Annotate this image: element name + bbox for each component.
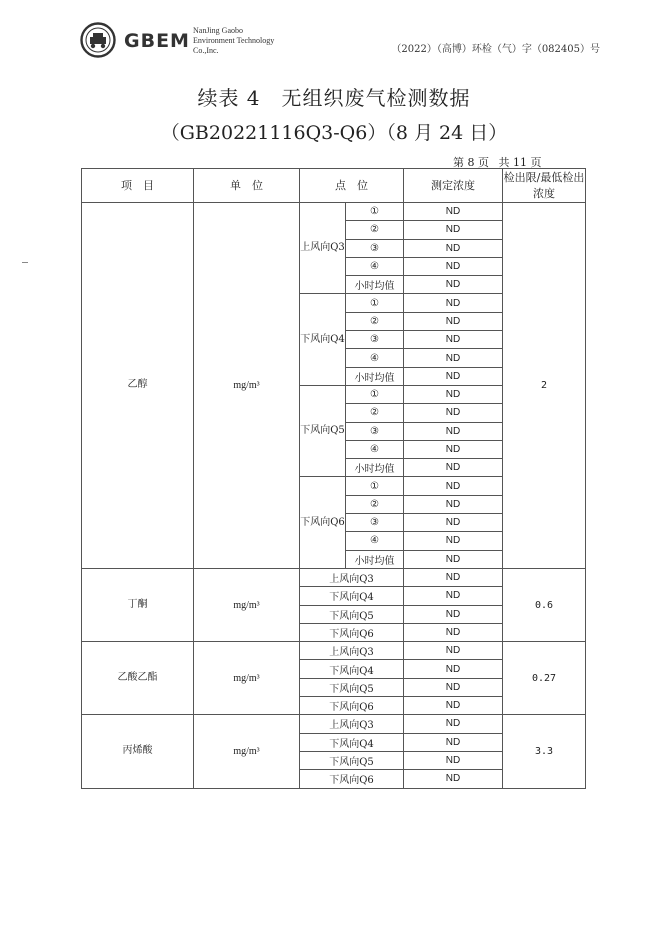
measured-value: ND [404,349,503,367]
sample-point: 下风向Q5 [300,751,404,769]
item-name: 丙烯酸 [82,715,194,788]
table-row [82,642,586,660]
page-subtitle: （GB20221116Q3-Q6）（8 月 24 日） [160,122,508,144]
measured-value: ND [404,459,503,477]
measured-value: ND [404,495,503,513]
sample-point: ① [346,385,404,403]
item-name: 乙酸乙酯 [82,642,194,715]
sample-point: ③ [346,331,404,349]
company-line: NanJing Gaobo [193,26,243,35]
measured-value: ND [404,568,503,586]
sample-point: 下风向Q5 [300,678,404,696]
point-group: 下风向Q4 [300,294,346,385]
sample-point: ③ [346,239,404,257]
sample-point: ① [346,477,404,495]
company-name [193,26,274,56]
measured-value: ND [404,770,503,788]
point-group: 下风向Q6 [300,477,346,568]
sample-point: ② [346,495,404,513]
sample-point: ② [346,221,404,239]
item-name: 丁酮 [82,568,194,641]
measured-value: ND [404,385,503,403]
page-header [80,22,600,64]
measured-value: ND [404,514,503,532]
margin-mark [22,262,28,263]
detection-limit: 0.6 [503,568,586,641]
measured-value: ND [404,660,503,678]
measured-value: ND [404,239,503,257]
sample-point: 上风向Q3 [300,715,404,733]
table-row [82,715,586,733]
sample-point: ④ [346,532,404,550]
measured-value: ND [404,477,503,495]
point-group: 上风向Q3 [300,203,346,294]
measured-value: ND [404,203,503,221]
header-limit: 检出限/最低检出浓度 [503,169,586,203]
sample-point: ③ [346,422,404,440]
detection-limit: 2 [503,203,586,569]
measured-value: ND [404,294,503,312]
sample-point: ③ [346,514,404,532]
measured-value: ND [404,221,503,239]
sample-point: 上风向Q3 [300,568,404,586]
sample-point: 小时均值 [346,367,404,385]
page-current: 第 8 页 [453,156,489,169]
item-name: 乙醇 [82,203,194,569]
sample-point: 下风向Q4 [300,587,404,605]
detection-limit: 3.3 [503,715,586,788]
company-line: Co.,Inc. [193,46,219,55]
item-unit: mg/m³ [194,642,300,715]
sample-point: 下风向Q6 [300,697,404,715]
sample-point: ④ [346,349,404,367]
sample-point: 上风向Q3 [300,642,404,660]
sample-point: 小时均值 [346,459,404,477]
measured-value: ND [404,422,503,440]
measured-value: ND [404,257,503,275]
sample-point: 下风向Q5 [300,605,404,623]
sample-point: 下风向Q6 [300,623,404,641]
item-unit: mg/m³ [194,568,300,641]
table-header-row [82,169,586,203]
header-concentration: 测定浓度 [404,169,503,203]
page-title: 续表 4 无组织废气检测数据 [197,86,471,110]
sample-point: ④ [346,257,404,275]
sample-point: 小时均值 [346,276,404,294]
header-unit: 单 位 [194,169,300,203]
table-row [82,568,586,586]
sample-point: ④ [346,440,404,458]
measured-value: ND [404,715,503,733]
header-item: 项 目 [82,169,194,203]
measured-value: ND [404,550,503,568]
measured-value: ND [404,605,503,623]
item-unit: mg/m³ [194,715,300,788]
sample-point: ① [346,203,404,221]
sample-point: 下风向Q6 [300,770,404,788]
company-line: Environment Technology [193,36,275,45]
point-group: 下风向Q5 [300,385,346,476]
measured-value: ND [404,331,503,349]
sample-point: ② [346,312,404,330]
page-total: 共 11 页 [498,156,542,169]
detection-limit: 0.27 [503,642,586,715]
measured-value: ND [404,751,503,769]
measured-value: ND [404,623,503,641]
logo-text: GBEM [124,30,190,52]
measured-value: ND [404,532,503,550]
sample-point: 小时均值 [346,550,404,568]
measured-value: ND [404,440,503,458]
measured-value: ND [404,312,503,330]
sample-point: ① [346,294,404,312]
document-number: （2022）（高博）环检（气）字（082405）号 [391,44,600,55]
item-unit: mg/m³ [194,203,300,569]
sample-point: 下风向Q4 [300,660,404,678]
sample-point: ② [346,404,404,422]
measured-value: ND [404,697,503,715]
measured-value: ND [404,678,503,696]
measured-value: ND [404,367,503,385]
sample-point: 下风向Q4 [300,733,404,751]
data-table [81,168,586,789]
company-logo-icon [80,22,116,58]
measured-value: ND [404,587,503,605]
measured-value: ND [404,404,503,422]
measured-value: ND [404,276,503,294]
header-point: 点 位 [300,169,404,203]
measured-value: ND [404,733,503,751]
table-row [82,203,586,221]
measured-value: ND [404,642,503,660]
